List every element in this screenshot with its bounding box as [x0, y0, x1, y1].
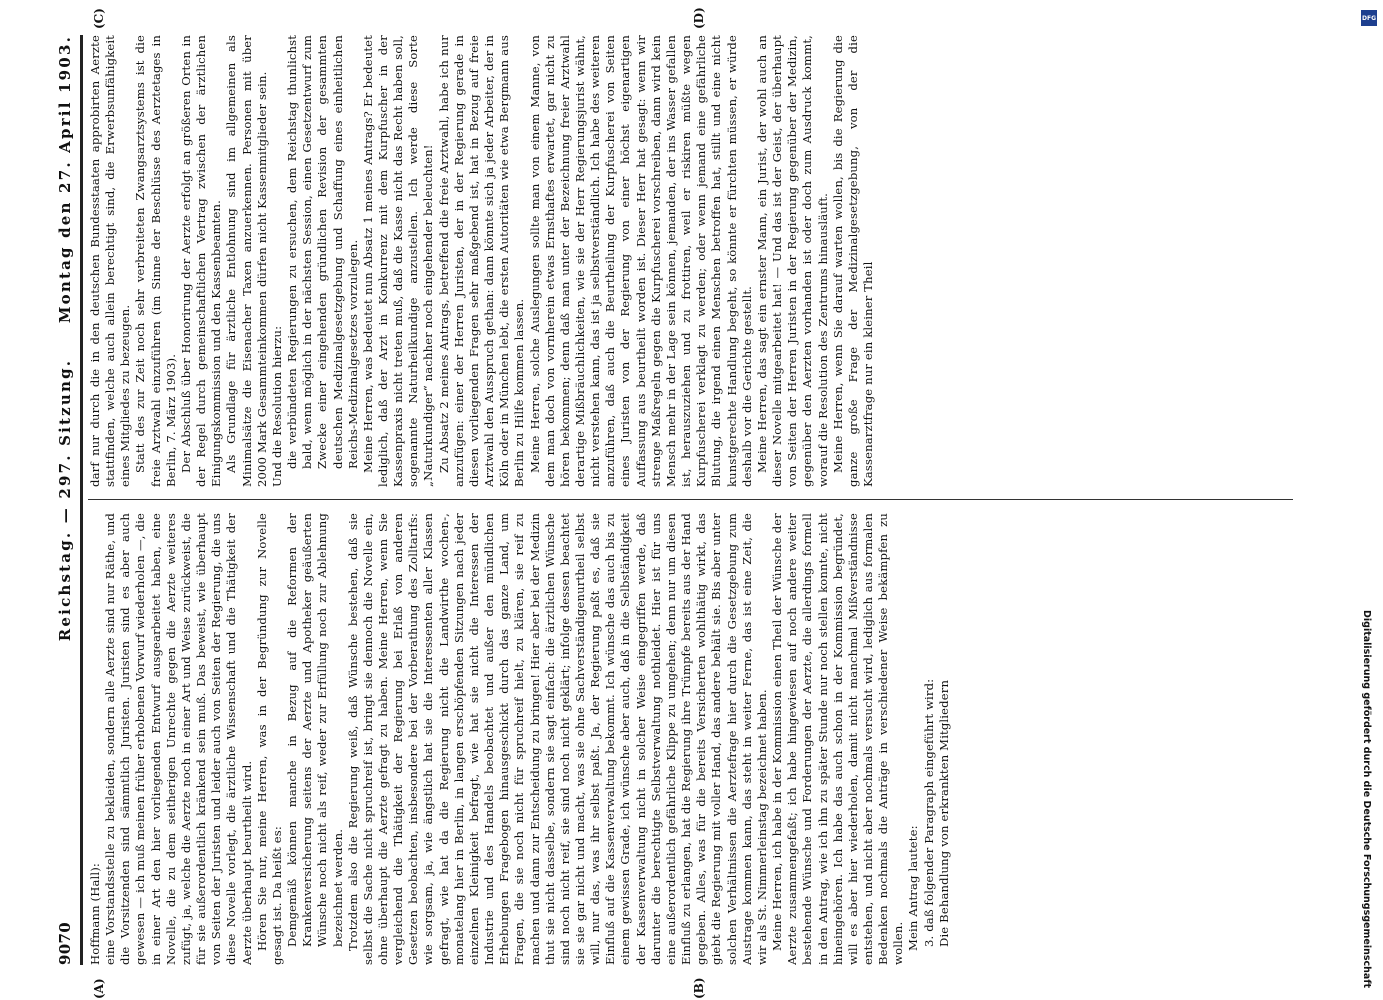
paragraph: Trotzdem also die Regierung weiß, daß Wünsche bestehen, daß sie selbst die Sache nicht spruchreif ist, bringt sie dennoch die Novelle ein, ohne überhaupt die Aerzte gefragt zu haben. Meine Herren, wenn Sie vergleichend die Thätigkeit der Regierung bei Erlaß von anderen Gesetzen beobachten, insbesondere bei der Vorberathung des Zolltarifs: wie sorgsam, ja, wie ängstlich hat sie die Interessenten aller Klassen gefragt, wie hat da die Regierung nicht die Landwirthe wochen-, monatelang hier in Berlin, in langen erschöpfenden Sitzungen nach jeder einzelnen Kleinigkeit befragt, wie hat sie nicht die Interessen der Industrie und des Handels beobachtet und außer den mündlichen Erhebungen Fragebogen hinausgeschickt durch das ganze Land, um Fragen, die sie noch nicht für spruchreif hielt, zu klären, sie reif zu machen und dann zur Entscheidung zu bringen! Hier aber bei der Medizin thut sie nicht dasselbe, sondern sie sagt einfach: die ärztlichen Wünsche sind noch nicht reif, sie sind noch nicht geklärt; infolge dessen beachtet sie sie gar nicht und macht, was sie ohne Sachverständigenurtheil selbst will, nur das, was ihr selbst paßt. Ja, der Regierung paßt es, daß sie Einfluß auf die Kassenverwaltung bekommt. Ich wünsche das auch bis zu einem gewissen Grade, ich wünsche aber auch, daß in die Selbständigkeit der Kassenverwaltung nicht in solcher Weise eingegriffen werde, daß darunter die berechtigte Selbstverwaltung nothleidet. Hier ist für uns eine außerordentlich gefährliche Klippe zu umgehen; denn nur um diesen Einfluß zu erlangen, hat die Regierung ihre Trümpfe bereits aus der Hand gegeben. Alles, was für die bereits Versicherten wohlthätig wirkt, das giebt die Regierung mit voller Hand, das andere behält sie. Bis aber unter solchen Verhältnissen die Aerztefrage hier durch die Gesetzgebung zum Austrage kommen kann, das steht in weiter Ferne, das ist eine Zeit, die wir als St. Nimmerleinstag bezeichnet haben.	[345, 513, 769, 965]
right-column	[88, 35, 1293, 487]
resolution-text: die verbündeten Regierungen zu ersuchen, dem Reichstag thunlichst bald, wenn möglich in der nächsten Session, einen Gesetzentwurf zum Zwecke einer eingehenden gründlichen Revision der gesammten deutschen Medizinalgesetzgebung und Schaffung eines einheitlichen Reichs-Medizinalgesetzes vorzulegen.	[285, 35, 360, 469]
page-number: 9070	[56, 922, 74, 965]
paragraph: Meine Herren, solche Auslegungen sollte man von einem Manne, von dem man doch von vornherein etwas Ernsthaftes erwartet, gar nicht zu hören bekommen; denn daß man unter der Bezeichnung freier Arztwahl derartige Mißbräuchlichkeiten, wie sie der Herr Regierungsjurist wähnt, nicht verstehen kann, das ist ja selbstverständlich. Ich habe des weiteren anzuführen, daß auch die Beurtheilung der Kurpfuscherei von Seiten eines Juristen von der Regierung von einer höchst eigenartigen Auffassung aus beurtheilt worden ist. Dieser Herr hat gesagt: wenn wir strenge Maßregeln gegen die Kurpfuscherei vorschreiben, dann wird kein Mensch mehr in der Lage sein können, jemanden, der ins Wasser gefallen ist, herauszuziehen und zu frottiren, weil er riskiren müßte wegen Kurpfuscherei verklagt zu werden; oder wenn jemand eine gefährliche Blutung, die irgend einen Menschen betroffen hat, stillt und eine nicht kunstgerechte Handlung begeht, so könnte er fürchten müssen, er würde deshalb vor die Gerichte gestellt.	[527, 35, 754, 487]
paragraph: Hören Sie nur, meine Herren, was in der Begründung zur Novelle gesagt ist. Da heißt es:	[254, 513, 284, 965]
quotation: Demgemäß können manche in Bezug auf die Reformen der Krankenversicherung seitens der Aerzte und Apotheker geäußerten Wünsche noch nicht als reif, weder zur Erfüllung noch zur Ablehnung bezeichnet werden.	[285, 513, 345, 947]
digitization-credit	[1356, 8, 1378, 988]
paragraph: Meine Herren, ich habe in der Kommission einen Theil der Wünsche der Aerzte zusammengefaßt; ich habe hingewiesen auf noch andere weiter bestehende Wünsche und Forderungen der Aerzte, die allerdings formell in den Antrag, wie ich ihn zu später Stunde nur noch stellen konnte, nicht hineingehören. Ich habe das auch schon in der Kommission begründet, will es aber hier wiederholen, damit nicht manchmal Mißverständnisse entstehen, und nicht aber nochmals versucht wird, lediglich aus formalen Bedenken nochmals die Anträge in verschiedener Weise bekämpfen zu wollen.	[770, 513, 906, 965]
motion-text: darf nur durch die in den deutschen Bundesstaaten approbirten Aerzte stattfinden, welche auch allein berechtigt sind, die Erwerbsunfähigkeit eines Mitgliedes zu bezeugen.	[88, 35, 133, 487]
paragraph: Mein Antrag lautete:	[906, 825, 921, 951]
paragraph: Zu Absatz 2 meines Antrags, betreffend die freie Arztwahl, habe ich nur anzufügen: einer der Herren Juristen, der in der Regierung gerade in diesen vorliegenden Fragen sehr maßgebend ist, hat in Bezug auf freie Arztwahl den Ausspruch gethan: dann könnte sich ja jeder Arbeiter, der in Köln oder in München lebt, die ersten Autoritäten wie etwa Bergmann aus Berlin zu Hilfe kommen lassen.	[436, 35, 527, 487]
paragraph: Meine Herren, was bedeutet nun Absatz 1 meines Antrags? Er bedeutet lediglich, daß der Arzt in Konkurrenz mit dem Kurpfuscher in der Kassenpraxis nicht treten muß, daß die Kasse nicht das Recht haben soll, sogenannte Naturheilkundige anzustellen. Ich werde diese Sorte „Naturkundiger“ nachher noch eingehender beleuchten!	[360, 35, 436, 487]
speaker-line: Hoffmann (Hall):	[88, 863, 102, 965]
session-date: Montag den 27. April 1903.	[56, 35, 74, 324]
header-rule	[80, 35, 83, 965]
motion-text: Die Behandlung von erkrankten Mitgliedern	[936, 679, 951, 947]
margin-marker-b: (B)	[692, 977, 706, 999]
session-title: Reichstag. — 297. Sitzung.	[56, 358, 74, 642]
motion-text: Als Grundlage für ärztliche Entlohnung sind im allgemeinen als Minimalsätze die Eisenacher Taxen anzuerkennen. Personen mit über 2000 Mark Gesammteinkommen dürfen nicht Kassenmitglieder sein.	[224, 35, 269, 487]
margin-marker-d: (D)	[692, 7, 706, 29]
motion-text: Statt des zur Zeit noch sehr verbreiteten Zwangsarztsystems ist die freie Arztwahl einzuführen (im Sinne der Beschlüsse des Aerztetages in Berlin, 7. März 1903).	[133, 35, 178, 487]
left-column	[88, 513, 1293, 965]
digitization-credit-text: Digitalisierung gefördert durch die Deutsche Forschungsgemeinschaft	[1361, 610, 1373, 988]
dfg-logo-icon: DFG	[1361, 10, 1377, 26]
resolution-heading: Und die Resolution hierzu:	[269, 325, 284, 487]
paragraph: eine Vorstandsstelle zu bekleiden, sondern alle Aerzte sind nur Räthe, und die Vorsitzenden sind sämmtlich Juristen. Juristen sind es aber auch gewesen — ich muß meinen früher erhobenen Vorwurf wiederholen —, die in einer Art den hier vorliegenden Entwurf ausgearbeitet haben, eine Novelle, die zu dem seitherigen Unrechte gegen die Aerzte weiteres zufügt, ja, welche die Aerzte noch in einer Art und Weise zurückweist, die für sie außerordentlich kränkend sein muß. Das beweist, wie überhaupt von Seiten der Juristen und leider auch von Seiten der Regierung, die uns diese Novelle vorlegt, die ärztliche Wissenschaft und die Thätigkeit der Aerzte überhaupt beurtheilt wird.	[103, 513, 254, 965]
margin-marker-a: (A)	[92, 978, 106, 999]
page-header	[52, 35, 78, 965]
margin-marker-c: (C)	[92, 8, 106, 29]
paragraph: Meine Herren, wenn Sie darauf warten wollen, bis die Regierung die ganze große Frage der Medizinalgesetzgebung, von der die Kassenarztfrage nur ein kleiner Theil	[830, 35, 875, 487]
motion-item: 3. daß folgender Paragraph eingeführt wird:	[921, 678, 936, 947]
rotated-document-page	[52, 7, 1302, 999]
column-divider	[88, 499, 1293, 500]
motion-text: Der Abschluß über Honorirung der Aerzte erfolgt an größeren Orten in der Regel durch gemeinschaftlichen Vertrag zwischen der ärztlichen Einigungskommission und den Kassenbeamten.	[178, 35, 224, 487]
paragraph: Meine Herren, das sagt ein ernster Mann, ein Jurist, der wohl auch an dieser Novelle mitgearbeitet hat! — Und das ist der Geist, der überhaupt von Seiten der Herren Juristen in der Regierung gegenüber der Medizin, gegenüber den Aerzten vorhanden ist oder doch zum Ausdruck kommt, worauf die Resolution des Zentrums hinausläuft.	[754, 35, 830, 487]
